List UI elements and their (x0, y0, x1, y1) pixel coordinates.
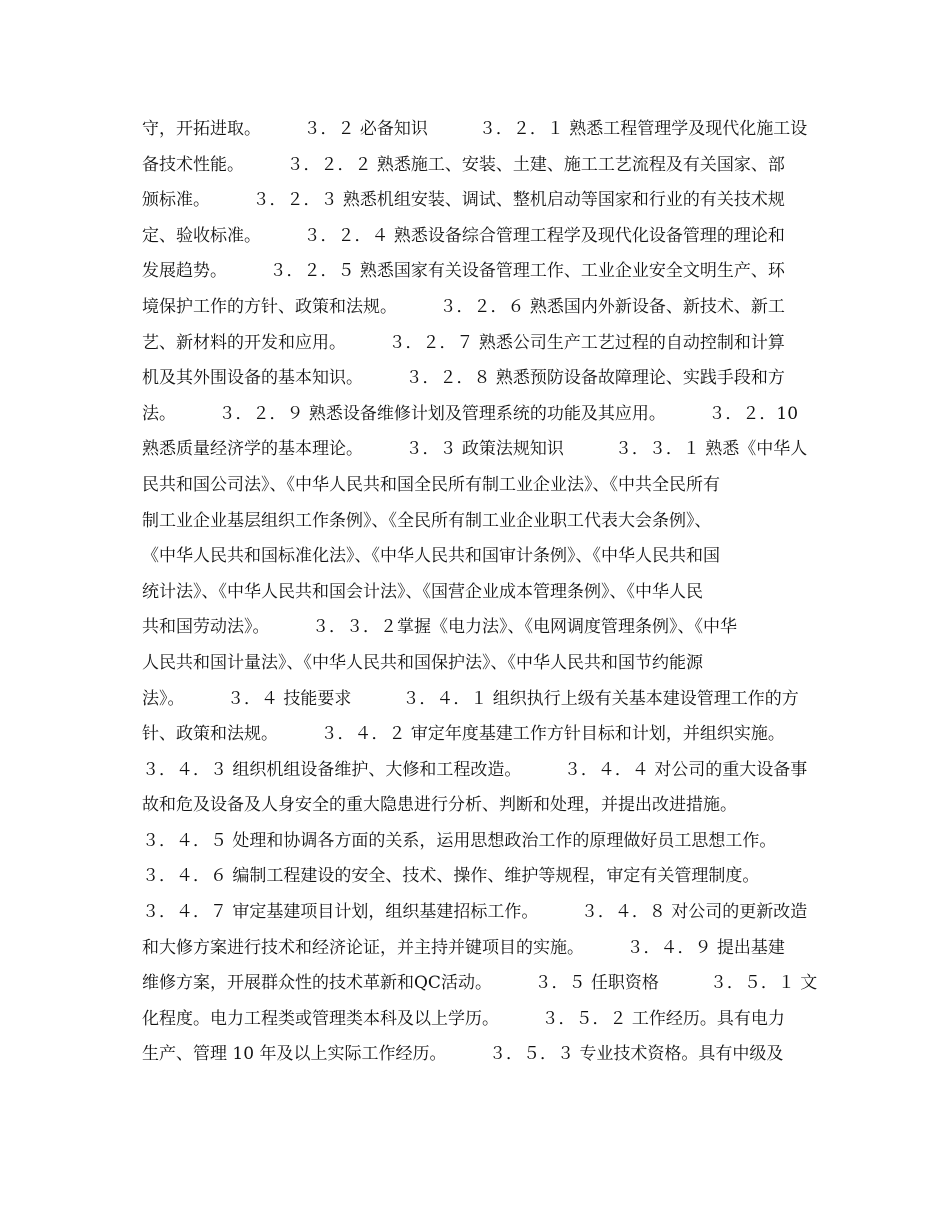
text-line: 统计法》、《中华人民共和国会计法》、《国营企业成本管理条例》、《中华人民 (142, 581, 703, 602)
text-line: 《中华人民共和国标准化法》、《中华人民共和国审计条例》、《中华人民共和国 (142, 546, 720, 567)
text-line: 故和危及设备及人身安全的重大隐患进行分析、判断和处理，并提出改进措施。 (142, 795, 737, 816)
text-line: 维修方案，开展群众性的技术革新和QC活动。 ３．５ 任职资格 ３．５．１ 文 (142, 973, 818, 994)
text-line: ３．４．６ 编制工程建设的安全、技术、操作、维护等规程，审定有关管理制度。 (142, 866, 760, 887)
text-line: 发展趋势。 ３．２．５ 熟悉国家有关设备管理工作、工业企业安全文明生产、环 (142, 261, 785, 282)
text-line: 化程度。电力工程类或管理类本科及以上学历。 ３．５．２ 工作经历。具有电力 (142, 1008, 785, 1029)
text-line: 颁标准。 ３．２．３ 熟悉机组安装、调试、整机启动等国家和行业的有关技术规 (142, 190, 785, 211)
text-line: 制工业企业基层组织工作条例》、《全民所有制工业企业职工代表大会条例》、 (142, 510, 712, 531)
text-line: 生产、管理 10 年及以上实际工作经历。 ３．５．３ 专业技术资格。具有中级及 (142, 1044, 784, 1065)
text-line: 共和国劳动法》。 ３．３．２掌握《电力法》、《电网调度管理条例》、《中华 (142, 617, 737, 638)
text-line: 守，开拓进取。 ３．２ 必备知识 ３．２．１ 熟悉工程管理学及现代化施工设 (142, 119, 808, 139)
text-line: 人民共和国计量法》、《中华人民共和国保护法》、《中华人民共和国节约能源 (142, 652, 703, 673)
text-line: ３．４．７ 审定基建项目计划，组织基建招标工作。 ３．４．８ 对公司的更新改造 (142, 902, 808, 923)
text-line: 和大修方案进行技术和经济论证，并主持并键项目的实施。 ３．４．９ 提出基建 (142, 937, 785, 958)
text-line: 民共和国公司法》、《中华人民共和国全民所有制工业企业法》、《中共全民所有 (142, 474, 720, 495)
text-line: ３．４．５ 处理和协调各方面的关系，运用思想政治工作的原理做好员工思想工作。 (142, 830, 777, 851)
text-line: 熟悉质量经济学的基本理论。 ３．３ 政策法规知识 ３．３．１ 熟悉《中华人 (142, 439, 808, 460)
text-line: 境保护工作的方针、政策和法规。 ３．２．６ 熟悉国内外新设备、新技术、新工 (142, 296, 785, 317)
text-line: 法。 ３．２．９ 熟悉设备维修计划及管理系统的功能及其应用。 ３．２．10 (142, 403, 799, 424)
text-line: 法》。 ３．４ 技能要求 ３．４．１ 组织执行上级有关基本建设管理工作的方 (142, 688, 799, 709)
text-line: 备技术性能。 ３．２．２ 熟悉施工、安装、土建、施工工艺流程及有关国家、部 (142, 154, 785, 175)
text-line: ３．４．３ 组织机组设备维护、大修和工程改造。 ３．４．４ 对公司的重大设备事 (142, 759, 808, 780)
text-line: 机及其外围设备的基本知识。 ３．２．８ 熟悉预防设备故障理论、实践手段和方 (142, 368, 785, 389)
body-text (142, 112, 822, 1073)
text-line: 艺、新材料的开发和应用。 ３．２．７ 熟悉公司生产工艺过程的自动控制和计算 (142, 332, 785, 353)
text-line: 定、验收标准。 ３．２．４ 熟悉设备综合管理工程学及现代化设备管理的理论和 (142, 225, 785, 246)
text-line: 针、政策和法规。 ３．４．２ 审定年度基建工作方针目标和计划，并组织实施。 (142, 724, 785, 745)
